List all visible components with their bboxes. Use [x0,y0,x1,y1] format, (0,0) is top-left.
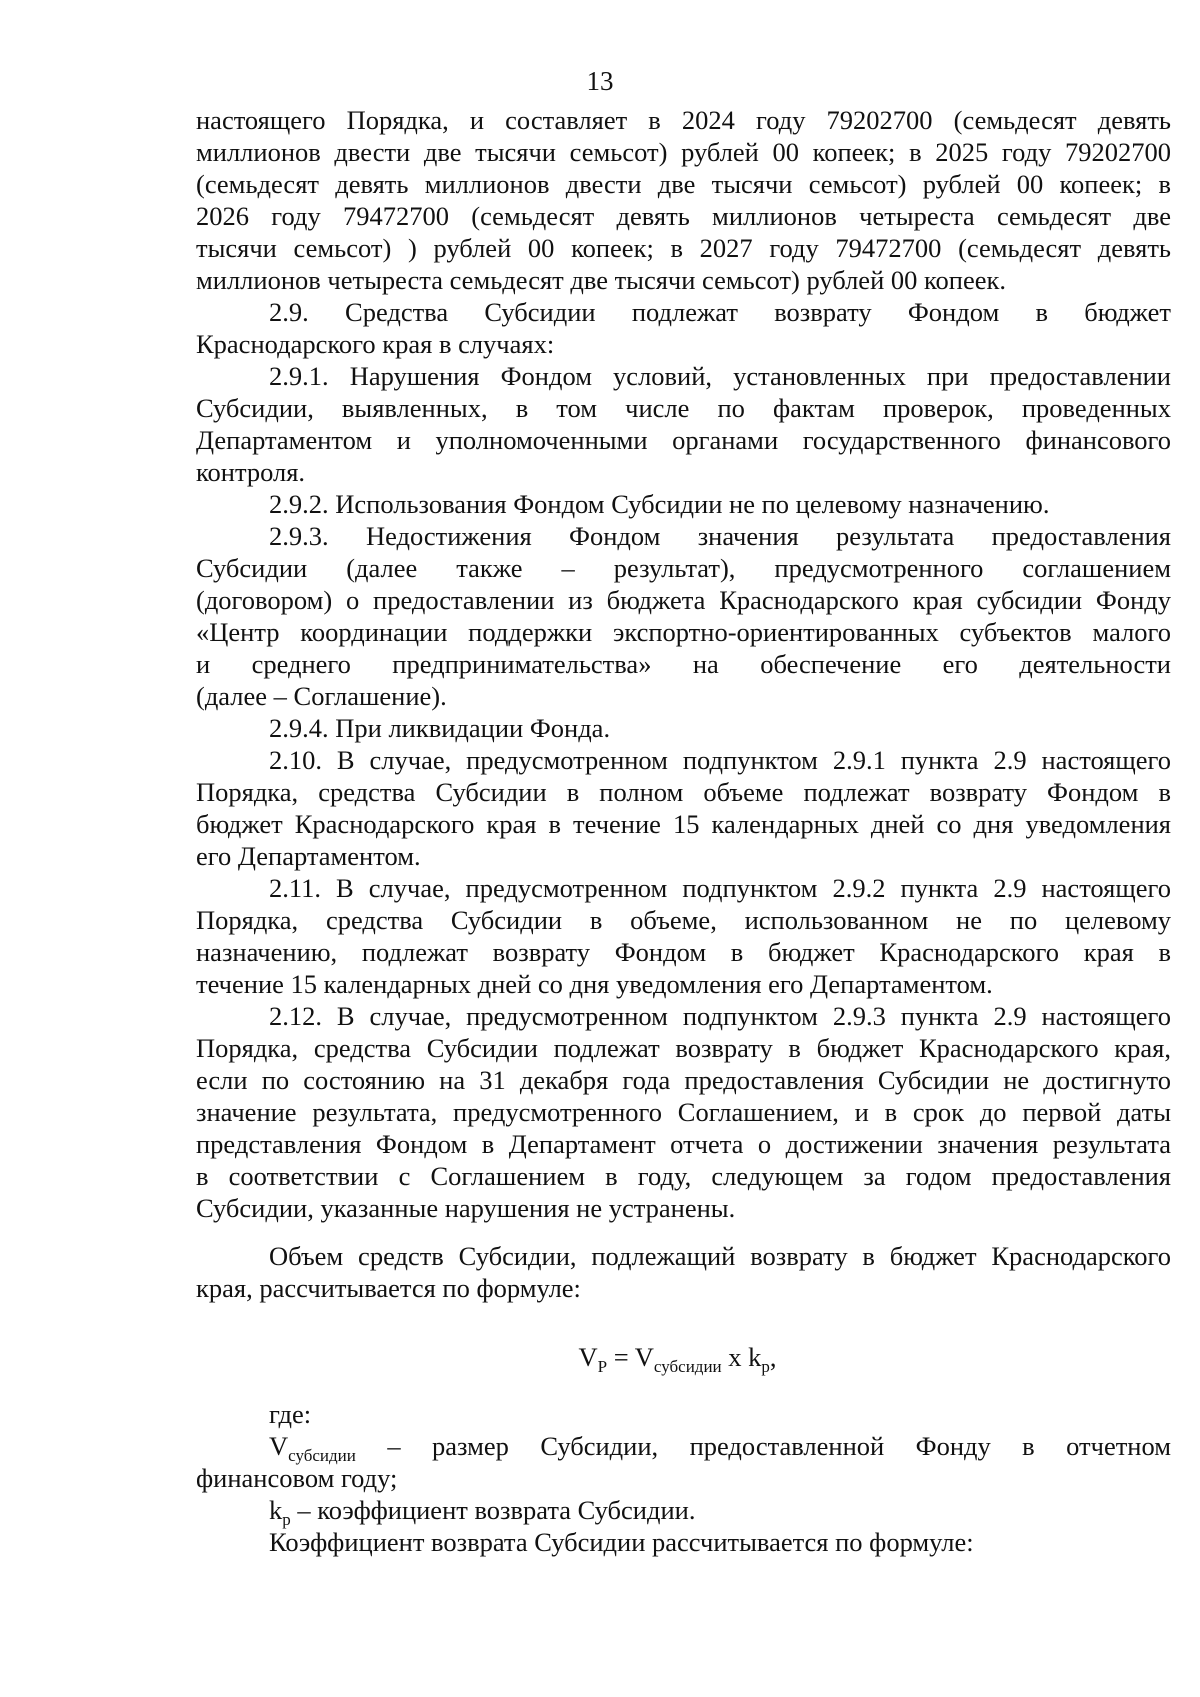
text-line: течение 15 календарных дней со дня уведомления его Департаментом. [196,969,993,999]
paragraph-2-9-1: 2.9.1. Нарушения Фондом условий, установленных при предоставлении [269,361,1171,391]
text-line: (договором) о предоставлении из бюджета Краснодарского края субсидии Фонду [196,585,1171,615]
text-line: Субсидии, указанные нарушения не устранены. [196,1193,736,1223]
text-line: «Центр координации поддержки экспортно-ориентированных субъектов малого [196,617,1171,647]
text-line: в соответствии с Соглашением в году, следующем за годом предоставления [196,1161,1171,1191]
paragraph-2-11: 2.11. В случае, предусмотренном подпунктом 2.9.2 пункта 2.9 настоящего [269,873,1171,903]
paragraph-2-10: 2.10. В случае, предусмотренном подпунктом 2.9.1 пункта 2.9 настоящего [269,745,1171,775]
text-line: его Департаментом. [196,841,421,871]
text-line: настоящего Порядка, и составляет в 2024 году 79202700 (семьдесят девять [196,105,1171,135]
text-line: тысячи семьсот) ) рублей 00 копеек; в 2027 году 79472700 (семьдесят девять [196,233,1171,263]
text-line: (семьдесят девять миллионов двести две тысячи семьсот) рублей 00 копеек; в [196,169,1171,199]
text-line: края, рассчитывается по формуле: [196,1273,581,1303]
text-line: Департаментом и уполномоченными органами государственного финансового [196,425,1171,455]
text-line: Краснодарского края в случаях: [196,329,555,359]
text-line: миллионов четыреста семьдесят две тысячи семьсот) рублей 00 копеек. [196,265,1006,295]
text-line: финансовом году; [196,1463,398,1493]
text-line: Субсидии, выявленных, в том числе по фактам проверок, проведенных [196,393,1171,423]
text-line: миллионов двести две тысячи семьсот) рублей 00 копеек; в 2025 году 79202700 [196,137,1171,167]
paragraph-2-9-4: 2.9.4. При ликвидации Фонда. [269,713,611,743]
definition-kp: $k_р$ – коэффициент возврата Субсидии. [269,1495,696,1529]
paragraph-volume: Объем средств Субсидии, подлежащий возврату в бюджет Краснодарского [269,1241,1171,1271]
definition-v-subsidy: $V_{субсидии}$ – размер Субсидии, предоставленной Фонду в отчетном [269,1431,1171,1465]
paragraph-coefficient: Коэффициент возврата Субсидии рассчитывается по формуле: [269,1527,974,1557]
text-line: контроля. [196,457,306,487]
paragraph-2-9-3: 2.9.3. Недостижения Фондом значения результата предоставления [269,521,1171,551]
text-line: Порядка, средства Субсидии подлежат возврату в бюджет Краснодарского края, [196,1033,1171,1063]
text-line: значение результата, предусмотренного Соглашением, и в срок до первой даты [196,1097,1171,1127]
text-line: если по состоянию на 31 декабря года предоставления Субсидии не достигнуто [196,1065,1171,1095]
text-line: Порядка, средства Субсидии в полном объеме подлежат возврату Фондом в [196,777,1171,807]
paragraph-2-12: 2.12. В случае, предусмотренном подпунктом 2.9.3 пункта 2.9 настоящего [269,1001,1171,1031]
text-line: и среднего предпринимательства» на обеспечение его деятельности [196,649,1171,679]
where-label: где: [269,1399,312,1429]
formula-vp: $V_P = V_{субсидии}$ x $k_p$, [578,1342,777,1376]
text-line: 2026 году 79472700 (семьдесят девять миллионов четыреста семьдесят две [196,201,1171,231]
text-line: Порядка, средства Субсидии в объеме, использованном не по целевому [196,905,1171,935]
paragraph-2-9: 2.9. Средства Субсидии подлежат возврату Фондом в бюджет [269,297,1171,327]
text-line: назначению, подлежат возврату Фондом в бюджет Краснодарского края в [196,937,1171,967]
page-number: 13 [586,66,614,96]
text-line: представления Фондом в Департамент отчета о достижении значения результата [196,1129,1171,1159]
paragraph-2-9-2: 2.9.2. Использования Фондом Субсидии не по целевому назначению. [269,489,1050,519]
text-line: Субсидии (далее также – результат), предусмотренного соглашением [196,553,1171,583]
text-line: (далее – Соглашение). [196,681,447,711]
text-line: бюджет Краснодарского края в течение 15 календарных дней со дня уведомления [196,809,1171,839]
